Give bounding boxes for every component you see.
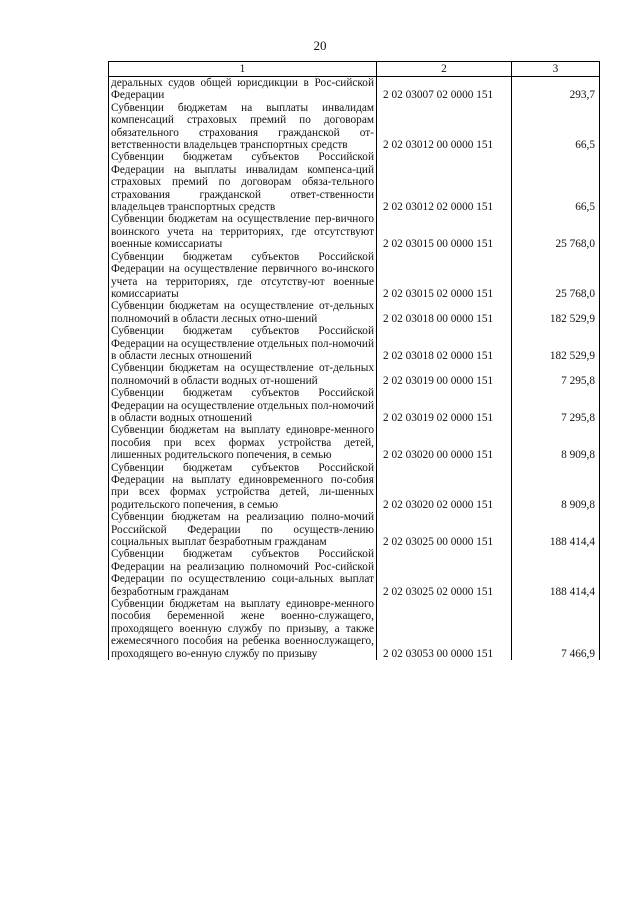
table-row	[109, 511, 600, 548]
row-description: Субвенции бюджетам на осуществление от-дельных полномочий в области водных от-ношений	[109, 362, 377, 387]
table-row	[109, 598, 600, 660]
row-value: 66,5	[512, 151, 600, 213]
row-code: 2 02 03012 00 0000 151	[377, 102, 512, 152]
row-description: Субвенции бюджетам на осуществление пер-вичного воинского учета на территориях, где отсутствуют военные комиссариаты	[109, 213, 377, 250]
row-description: Субвенции бюджетам на реализацию полно-мочий Российской Федерации по осуществ-лению социальных выплат безработным гражданам	[109, 511, 377, 548]
table-row	[109, 424, 600, 461]
column-header-3: 3	[512, 62, 600, 77]
row-code: 2 02 03018 00 0000 151	[377, 300, 512, 325]
row-value: 66,5	[512, 102, 600, 152]
row-description: Субвенции бюджетам субъектов Российской Федерации на осуществление первичного во-инского учета на территориях, где отсутству-ют военные комиссариаты	[109, 251, 377, 301]
row-description: Субвенции бюджетам субъектов Российской Федерации на осуществление отдельных пол-номочий в области водных отношений	[109, 387, 377, 424]
page-number: 20	[313, 38, 327, 53]
table-row	[109, 387, 600, 424]
row-value: 182 529,9	[512, 300, 600, 325]
row-description: деральных судов общей юрисдикции в Рос-сийской Федерации	[109, 77, 377, 102]
row-description: Субвенции бюджетам субъектов Российской Федерации на выплаты инвалидам компенса-ций страховых премий по договорам обяза-тельного страхования гражданской ответ-ственности владельцев транспортных средств	[109, 151, 377, 213]
row-code: 2 02 03053 00 0000 151	[377, 598, 512, 660]
row-value: 188 414,4	[512, 548, 600, 598]
row-description: Субвенции бюджетам субъектов Российской Федерации на выплату единовременного по-собия при всех формах устройства детей, ли-шенных родительского попечения, в семью	[109, 462, 377, 512]
row-value: 188 414,4	[512, 511, 600, 548]
table-row	[109, 251, 600, 301]
table-row	[109, 151, 600, 213]
table-row	[109, 213, 600, 250]
row-code: 2 02 03025 02 0000 151	[377, 548, 512, 598]
row-value: 25 768,0	[512, 251, 600, 301]
row-code: 2 02 03019 00 0000 151	[377, 362, 512, 387]
row-value: 8 909,8	[512, 462, 600, 512]
table-row	[109, 300, 600, 325]
row-code: 2 02 03012 02 0000 151	[377, 151, 512, 213]
row-code: 2 02 03018 02 0000 151	[377, 325, 512, 362]
row-value: 7 295,8	[512, 362, 600, 387]
table-row	[109, 548, 600, 598]
row-code: 2 02 03007 02 0000 151	[377, 77, 512, 102]
row-value: 293,7	[512, 77, 600, 102]
row-description: Субвенции бюджетам субъектов Российской Федерации на реализацию полномочий Рос-сийской Федерации по осуществлению соци-альных выплат безработным гражданам	[109, 548, 377, 598]
row-description: Субвенции бюджетам на выплаты инвалидам компенсаций страховых премий по договорам обязательного страхования гражданской от-ветственности владельцев транспортных средств	[109, 102, 377, 152]
row-description: Субвенции бюджетам на выплату единовре-менного пособия при всех формах устройства детей, лишенных родительского попечения, в семью	[109, 424, 377, 461]
table-row	[109, 362, 600, 387]
table-row	[109, 462, 600, 512]
table-row	[109, 102, 600, 152]
table-header-row	[109, 62, 600, 77]
table-row	[109, 325, 600, 362]
row-description: Субвенции бюджетам на осуществление от-дельных полномочий в области лесных отно-шений	[109, 300, 377, 325]
column-header-1: 1	[109, 62, 377, 77]
row-code: 2 02 03019 02 0000 151	[377, 387, 512, 424]
row-description: Субвенции бюджетам на выплату единовре-менного пособия беременной жене военно-служащего, проходящего военную службу по призыву, а также ежемесячного пособия на ребенка военнослужащего, проходящего во-енную службу по призыву	[109, 598, 377, 660]
budget-table	[108, 61, 600, 660]
row-value: 7 295,8	[512, 387, 600, 424]
row-code: 2 02 03015 02 0000 151	[377, 251, 512, 301]
row-value: 182 529,9	[512, 325, 600, 362]
row-code: 2 02 03020 00 0000 151	[377, 424, 512, 461]
row-description: Субвенции бюджетам субъектов Российской Федерации на осуществление отдельных пол-номочий в области лесных отношений	[109, 325, 377, 362]
row-value: 7 466,9	[512, 598, 600, 660]
row-value: 8 909,8	[512, 424, 600, 461]
table-row	[109, 77, 600, 102]
row-value: 25 768,0	[512, 213, 600, 250]
column-header-2: 2	[377, 62, 512, 77]
row-code: 2 02 03020 02 0000 151	[377, 462, 512, 512]
row-code: 2 02 03025 00 0000 151	[377, 511, 512, 548]
row-code: 2 02 03015 00 0000 151	[377, 213, 512, 250]
